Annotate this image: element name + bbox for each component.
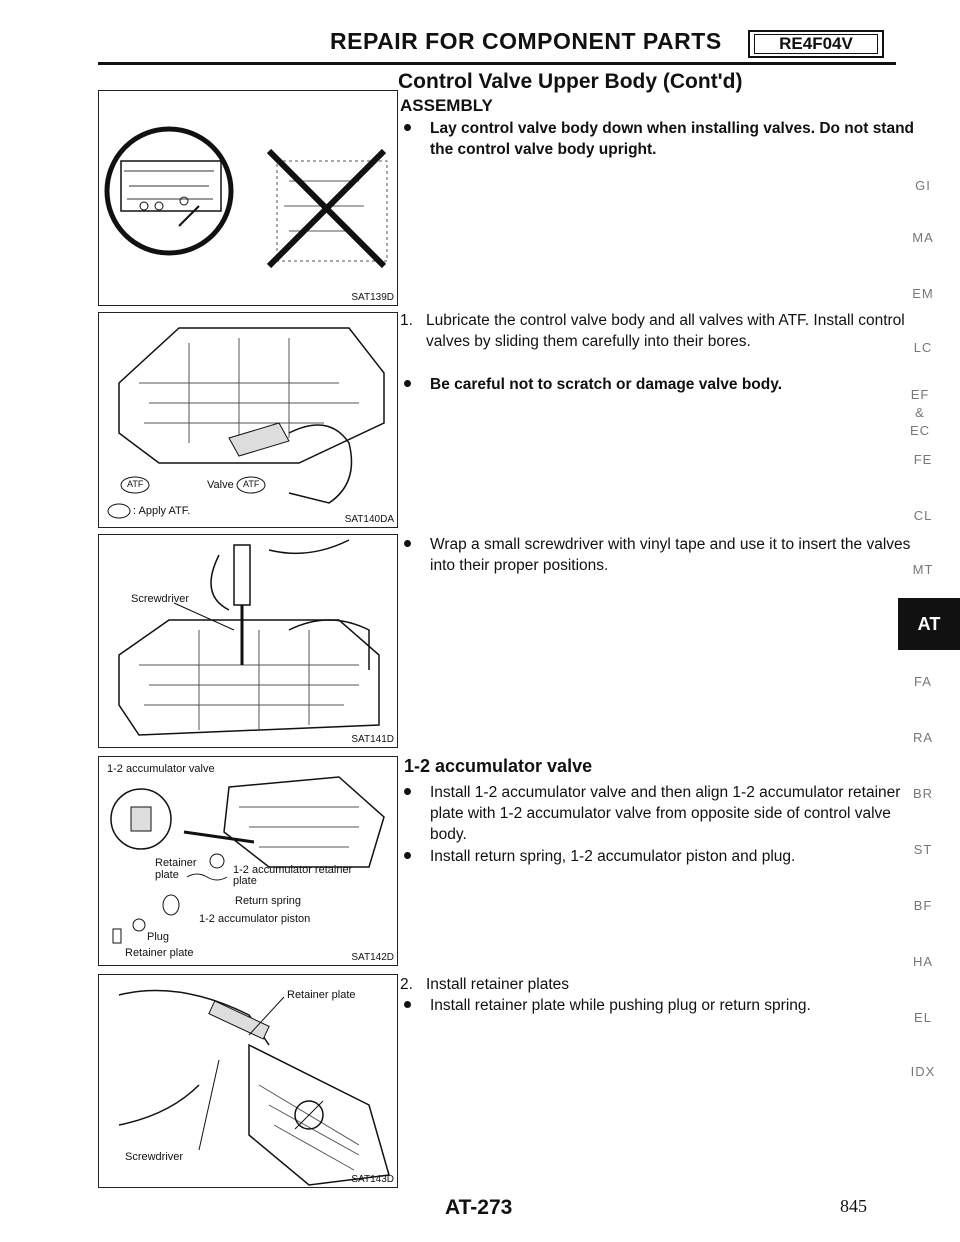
screwdriver-label: Screwdriver [125, 1151, 184, 1163]
retainer-plate-label: Retainer plate [155, 857, 197, 881]
valve-label: Valve [207, 479, 234, 491]
sidebar-item-lc[interactable]: LC [913, 340, 933, 355]
plug-label: Plug [147, 931, 170, 943]
sidebar-item-mt[interactable]: MT [912, 562, 934, 577]
sidebar-item-idx[interactable]: IDX [910, 1064, 936, 1079]
sidebar-item-ma[interactable]: MA [912, 230, 934, 245]
sidebar-item-gi[interactable]: GI [915, 178, 931, 193]
atf-mark-label-2: ATF [243, 479, 260, 489]
step-1: 1. Lubricate the control valve body and all valves with ATF. Install control valves by sliding them carefully into their bores. [400, 312, 905, 350]
figure-id: SAT140DA [344, 514, 394, 525]
sidebar-item-br[interactable]: BR [912, 786, 934, 801]
retainer-plate-label-2: Retainer plate [125, 947, 194, 959]
accum-step-1: Install 1-2 accumulator valve and then align 1-2 accumulator retainer plate with 1-2 accumulator valve from opposite side of control valve body. [404, 782, 920, 845]
assembly-heading: ASSEMBLY [400, 96, 493, 115]
figure-accumulator-parts [98, 756, 398, 966]
accum-piston-label: 1-2 accumulator piston [199, 913, 311, 925]
step-2: 2. Install retainer plates [400, 976, 570, 993]
step-number: 2. [400, 976, 413, 993]
sidebar-item-ra[interactable]: RA [912, 730, 934, 745]
page-number: 845 [840, 1196, 867, 1216]
model-badge: RE4F04V [748, 30, 884, 58]
header-rule [98, 62, 896, 65]
figure-apply-atf [98, 312, 398, 528]
accumulator-parts-illustration [99, 757, 397, 965]
valve-body-illustration [99, 313, 397, 527]
bullet-icon [404, 540, 411, 547]
sidebar-item-em[interactable]: EM [912, 286, 934, 301]
atf-mark-label: ATF [127, 479, 144, 489]
sidebar-item-st[interactable]: ST [913, 842, 933, 857]
bullet-icon [404, 852, 411, 859]
accumulator-heading: 1-2 accumulator valve [404, 756, 593, 776]
section-subtitle: Control Valve Upper Body (Cont'd) [398, 70, 743, 93]
figure-id: SAT143D [351, 1174, 394, 1185]
retainer-plate-label: Retainer plate [287, 989, 356, 1001]
bullet-icon [404, 1001, 411, 1008]
figure-screwdriver [98, 534, 398, 748]
sidebar-item-bf[interactable]: BF [913, 898, 933, 913]
sidebar-item-ef-ec[interactable]: EF & EC [909, 387, 931, 438]
sidebar-item-el[interactable]: EL [914, 1010, 932, 1025]
wrap-note: Wrap a small screwdriver with vinyl tape and use it to insert the valves into their proper positions. [404, 534, 924, 576]
page-code: AT-273 [445, 1196, 513, 1219]
sidebar-item-fa[interactable]: FA [914, 674, 932, 689]
bullet-icon [404, 124, 411, 131]
step-2b: Install retainer plate while pushing plug or return spring. [404, 995, 920, 1016]
figure-id: SAT142D [351, 952, 394, 963]
step-number: 1. [400, 312, 413, 329]
accum-retainer-label: 1-2 accumulator retainer plate [233, 864, 353, 887]
accum-valve-label: 1-2 accumulator valve [107, 763, 215, 775]
sidebar-item-ha[interactable]: HA [912, 954, 934, 969]
accum-step-2: Install return spring, 1-2 accumulator piston and plug. [404, 846, 920, 867]
bullet-icon [404, 788, 411, 795]
screwdriver-label: Screwdriver [131, 593, 190, 605]
sidebar-item-fe[interactable]: FE [913, 452, 933, 467]
return-spring-label: Return spring [235, 895, 302, 907]
figure-upright-warning [98, 90, 398, 306]
bullet-icon [404, 380, 411, 387]
figure-id: SAT141D [351, 734, 394, 745]
sidebar-item-cl[interactable]: CL [913, 508, 933, 523]
page-header-title: REPAIR FOR COMPONENT PARTS [330, 28, 722, 54]
lay-note: Lay control valve body down when installing valves. Do not stand the control valve body upright. [404, 118, 916, 160]
figure-retainer-plate [98, 974, 398, 1188]
figure-id: SAT139D [351, 292, 394, 303]
upright-warning-illustration [99, 91, 397, 305]
sidebar-item-at-active[interactable]: AT [898, 598, 960, 650]
apply-atf-legend: : Apply ATF. [133, 505, 191, 517]
careful-note: Be careful not to scratch or damage valve body. [404, 374, 916, 395]
screwdriver-illustration [99, 535, 397, 747]
